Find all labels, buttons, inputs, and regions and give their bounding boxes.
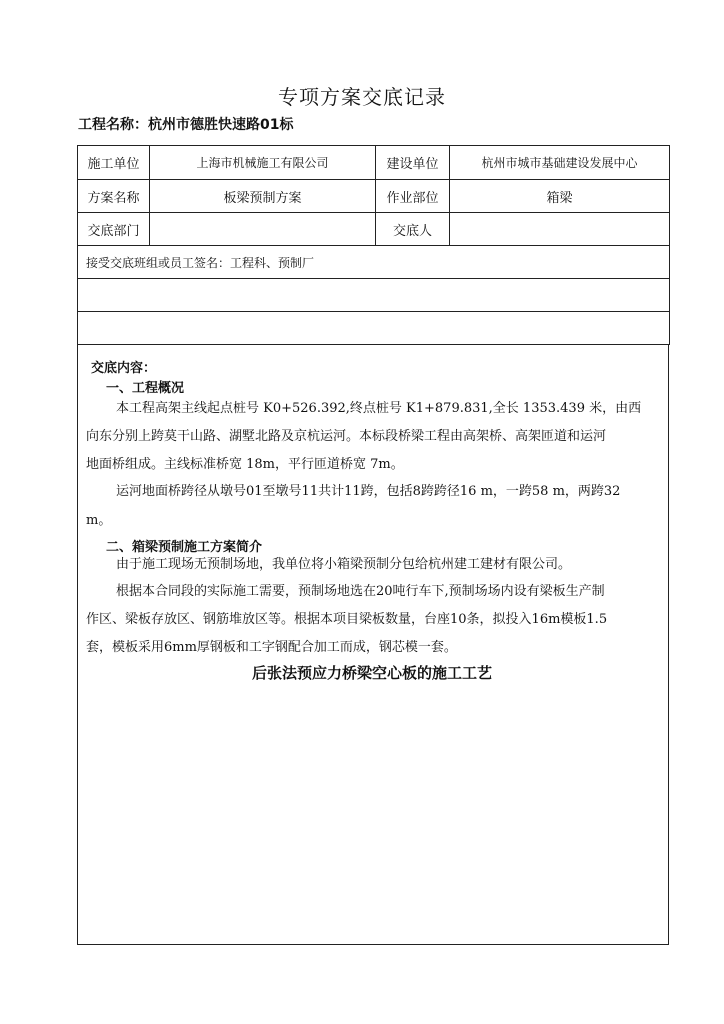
construction-unit-label: 施工单位	[78, 146, 150, 180]
paragraph-line: m。	[86, 513, 112, 528]
person-label: 交底人	[376, 213, 450, 246]
section-2-title: 二、箱梁预制施工方案简介	[106, 540, 263, 555]
owner-label: 建设单位	[376, 146, 450, 180]
paragraph-line: 向东分别上跨莫干山路、湖墅北路及京杭运河。本标段桥梁工程由高架桥、高架匝道和运河	[86, 429, 607, 444]
blank-row	[78, 279, 670, 312]
table-row	[78, 213, 670, 246]
section-1-title: 一、工程概况	[106, 381, 185, 396]
paragraph-line: 地面桥组成。主线标准桥宽 18m，平行匝道桥宽 7m。	[86, 457, 404, 472]
process-heading: 后张法预应力桥梁空心板的施工工艺	[251, 664, 492, 682]
blank-row	[78, 312, 670, 345]
dept-label: 交底部门	[78, 213, 150, 246]
paragraph-line: 作区、梁板存放区、钢筋堆放区等。根据本项目梁板数量，台座10条，拟投入16m模板1.5	[86, 612, 608, 627]
table-row	[78, 146, 670, 180]
work-part-label: 作业部位	[376, 180, 450, 213]
paragraph-line: 套，模板采用6mm厚钢板和工字钢配合加工而成，钢芯模一套。	[86, 640, 457, 655]
construction-unit-value: 上海市机械施工有限公司	[150, 146, 376, 180]
plan-name-label: 方案名称	[78, 180, 150, 213]
person-value	[450, 213, 670, 246]
table-row	[78, 279, 670, 312]
paragraph-line: 运河地面桥跨径从墩号01至墩号11共计11跨，包括8跨跨径16 m，一跨58 m，两跨32	[116, 484, 621, 499]
work-part-value: 箱梁	[450, 180, 670, 213]
project-name: 工程名称：杭州市德胜快速路01标	[78, 117, 294, 133]
table-row	[78, 246, 670, 279]
page-title: 专项方案交底记录	[278, 85, 446, 109]
owner-value: 杭州市城市基础建设发展中心	[450, 146, 670, 180]
info-table	[77, 145, 670, 345]
paragraph-line: 根据本合同段的实际施工需要，预制场地选在20吨行车下,预制场场内设有梁板生产制	[116, 584, 605, 599]
plan-name-value: 板梁预制方案	[150, 180, 376, 213]
table-row	[78, 180, 670, 213]
paragraph-line: 本工程高架主线起点桩号 K0+526.392,终点桩号 K1+879.831,全长 1353.439 米，由西	[116, 401, 642, 416]
table-row	[78, 312, 670, 345]
paragraph-line: 由于施工现场无预制场地，我单位将小箱梁预制分包给杭州建工建材有限公司。	[116, 557, 572, 572]
signoff-row: 接受交底班组或员工签名：工程科、预制厂	[78, 246, 670, 279]
content-header: 交底内容：	[91, 361, 157, 376]
dept-value	[150, 213, 376, 246]
